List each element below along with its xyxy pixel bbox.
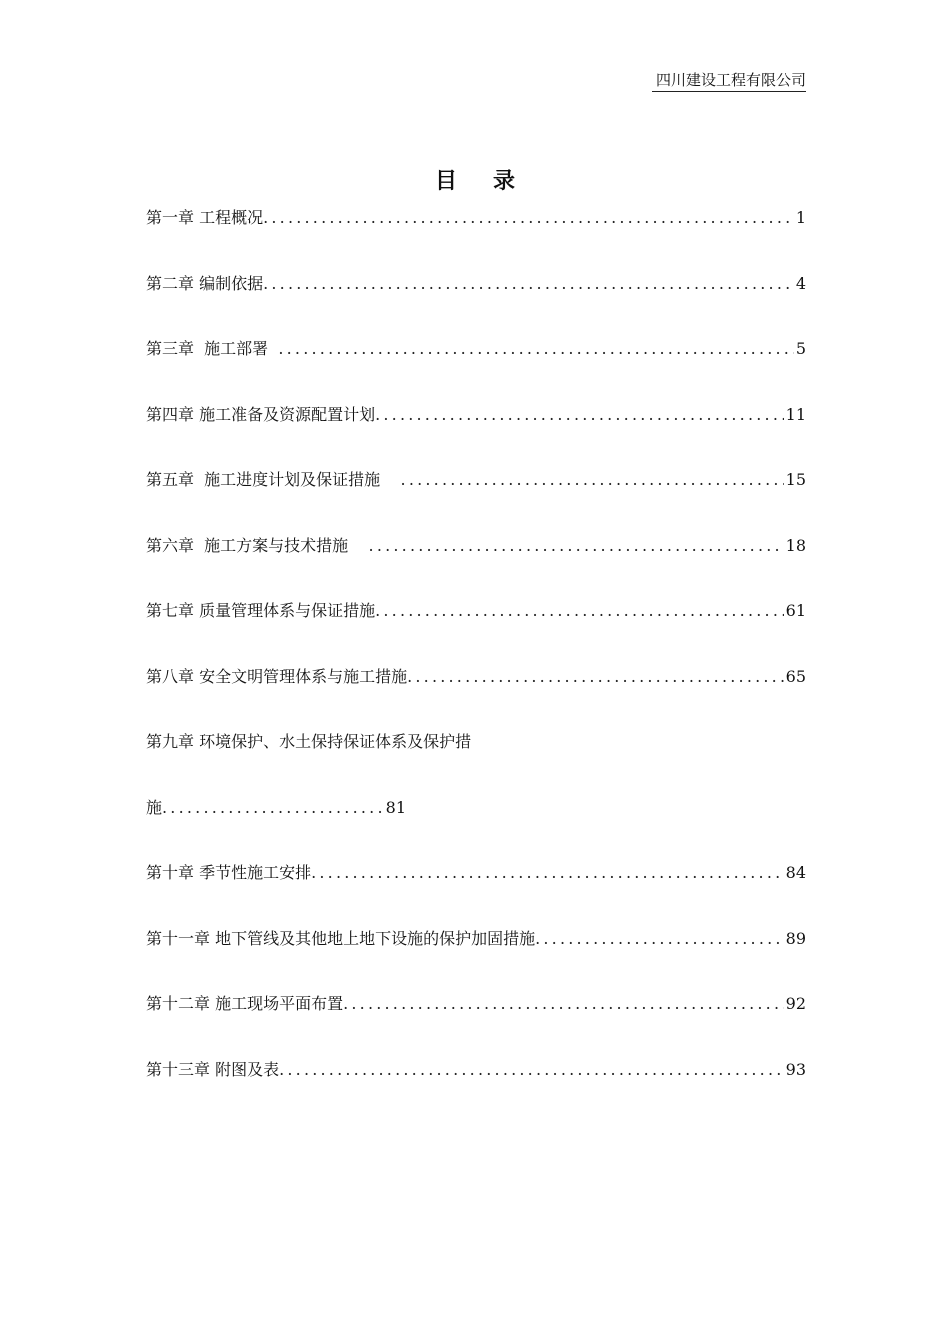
toc-leader-dots (278, 336, 793, 362)
toc-entry-title: 第五章 施工进度计划及保证措施 (146, 470, 401, 489)
toc-leader-dots (311, 860, 784, 886)
toc-leader-dots (263, 271, 794, 297)
toc-entry-chapter-5[interactable] (146, 467, 806, 533)
toc-entry-chapter-8[interactable] (146, 664, 806, 730)
toc-entry-title: 第十三章 附图及表 (146, 1059, 280, 1079)
toc-entry-page: 4 (795, 273, 806, 293)
toc-entry-page: 93 (785, 1059, 806, 1079)
toc-leader-dots (162, 795, 384, 821)
toc-leader-dots (375, 402, 784, 428)
toc-leader-dots (263, 205, 794, 231)
toc-entry-page: 92 (785, 994, 806, 1013)
toc-entry-title: 第十一章 地下管线及其他地上地下设施的保护加固措施 (146, 928, 536, 948)
toc-entry-chapter-12[interactable] (146, 991, 806, 1057)
toc-entry-title: 第三章 施工部署 (146, 339, 279, 358)
toc-entry-title: 第四章 施工准备及资源配置计划 (146, 404, 376, 424)
toc-leader-dots (407, 664, 784, 690)
toc-entry-title: 施 (146, 797, 163, 817)
toc-entry-chapter-11[interactable] (146, 926, 806, 992)
toc-entry-page: 15 (785, 470, 806, 489)
toc-leader-dots (343, 991, 784, 1017)
toc-entry-page: 5 (795, 339, 806, 358)
toc-entry-chapter-1[interactable] (146, 205, 806, 271)
toc-entry-page: 65 (785, 666, 806, 686)
toc-entry-chapter-10[interactable] (146, 860, 806, 926)
toc-entry-page: 61 (785, 601, 806, 620)
toc-entry-chapter-3[interactable] (146, 336, 806, 402)
toc-entry-chapter-2[interactable] (146, 271, 806, 337)
toc-leader-dots (401, 467, 784, 493)
toc-list (146, 205, 806, 1122)
page-header-company: 四川建设工程有限公司 (652, 70, 806, 92)
toc-entry-page: 89 (785, 928, 806, 948)
toc-entry-page: 11 (785, 404, 806, 424)
toc-entry-title: 第十章 季节性施工安排 (146, 863, 312, 882)
toc-entry-title: 第八章 安全文明管理体系与施工措施 (146, 666, 408, 686)
toc-entry-chapter-9[interactable] (146, 729, 806, 795)
toc-entry-chapter-9-continued[interactable] (146, 795, 806, 861)
toc-title: 目录 (434, 168, 551, 194)
toc-entry-page: 84 (785, 863, 806, 882)
toc-entry-chapter-7[interactable] (146, 598, 806, 664)
toc-leader-dots (369, 533, 784, 559)
toc-entry-title: 第二章 编制依据 (146, 273, 264, 293)
toc-entry-page: 81 (385, 797, 406, 817)
toc-entry-chapter-6[interactable] (146, 533, 806, 599)
toc-entry-page: 1 (795, 208, 806, 227)
toc-leader-dots (279, 1057, 784, 1083)
toc-entry-title: 第九章 环境保护、水土保持保证体系及保护措 (146, 732, 472, 751)
toc-entry-title: 第六章 施工方案与技术措施 (146, 535, 369, 555)
toc-leader-dots (375, 598, 784, 624)
toc-entry-chapter-4[interactable] (146, 402, 806, 468)
toc-entry-title: 第一章 工程概况 (146, 208, 264, 227)
toc-entry-page: 18 (785, 535, 806, 555)
toc-entry-chapter-13[interactable] (146, 1057, 806, 1123)
toc-leader-dots (535, 926, 784, 952)
toc-entry-title: 第十二章 施工现场平面布置 (146, 994, 344, 1013)
toc-entry-title: 第七章 质量管理体系与保证措施 (146, 601, 376, 620)
